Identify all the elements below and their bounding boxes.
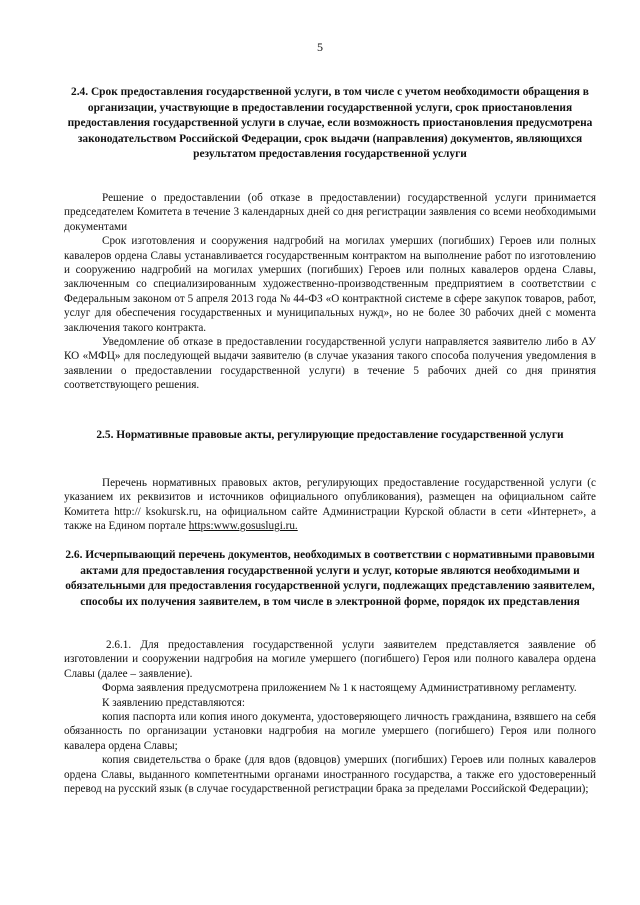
section-2-4-paragraph: Срок изготовления и сооружения надгробий на могилах умерших (погибших) Героев или полных кавалеров ордена Славы устанавливается государственным контрактом на выполнение работ по изготовлению и сооружению надгробий на могилах умерших (погибших) Героев или полных кавалеров ордена Славы, заключенным со специализированным художественно-производственным предприятием в соответствии с Федеральным законом от 5 апреля 2013 года № 44-ФЗ «О контрактной системе в сфере закупок товаров, работ, услуг для обеспечения государственных и муниципальных нужд», но не более 30 рабочих дней с момента заключения такого контракта.	[64, 235, 596, 334]
section-2-5-paragraph	[64, 476, 596, 534]
section-2-5	[64, 428, 596, 444]
section-2-6-paragraph: копия паспорта или копия иного документа, удостоверяющего личность гражданина, взявшего на себя обязанность по организации установки надгробия на могиле умершего (погибшего) Героя или полного кавалера ордена Славы;	[64, 711, 596, 752]
section-2-5-body	[64, 476, 596, 534]
section-2-6-paragraph: копия свидетельства о браке (для вдов (вдовцов) умерших (погибших) Героев или полных кавалеров ордена Славы, выданного компетентными органами иностранного государства, а также его удостоверенный перевод на русский язык (в случае государственной регистрации брака за пределами Российской Федерации);	[64, 754, 596, 796]
section-2-4-heading: 2.4. Срок предоставления государственной услуги, в том числе с учетом необходимости обращения в организации, участвующие в предоставлении государственной услуги, срок приостановления предоставления государственной услуги в случае, если возможность приостановления предусмотрена законодательством Российской Федерации, срок выдачи (направления) документов, являющихся результатом предоставления государственной услуги	[67, 86, 593, 161]
section-2-6-heading: 2.6. Исчерпывающий перечень документов, необходимых в соответствии с нормативными правовыми актами для предоставления государственной услуги и услуг, которые являются необходимыми и обязательными для предоставления государственной услуги, подлежащих представлению заявителем, способы их получения заявителем, в том числе в электронной форме, порядок их представления	[65, 549, 595, 608]
section-2-6	[64, 548, 596, 610]
section-2-4-paragraph: Уведомление об отказе в предоставлении государственной услуги направляется заявителю либо в АУ КО «МФЦ» для последующей выдачи заявителю (в случае указания такого способа получения уведомления в заявлении о предоставлении государственной услуги) в течение 5 рабочих дней со дня принятия соответствующего решения.	[64, 336, 596, 392]
section-2-6-paragraph: 2.6.1. Для предоставления государственной услуги заявителем представляется заявление об изготовлении и сооружении надгробия на могиле умершего (погибшего) Героя или полного кавалера ордена Славы (далее – заявление).	[64, 639, 596, 680]
section-2-6-body	[64, 638, 596, 796]
gosuslugi-portal-link[interactable]: https:www.gosuslugi.ru.	[188, 520, 298, 533]
page-number: 5	[317, 40, 323, 54]
section-2-4-paragraph: Решение о предоставлении (об отказе в предоставлении) государственной услуги принимается председателем Комитета в течение 3 календарных дней со дня регистрации заявления со всеми необходимыми документами	[64, 192, 596, 233]
section-2-6-paragraph: К заявлению представляются:	[102, 696, 245, 709]
section-2-4	[64, 85, 596, 163]
section-2-5-paragraph-text: Перечень нормативных правовых актов, регулирующих предоставление государственной услуги (с указанием их реквизитов и источников официального опубликования), размещен на официальном сайте Комитета http:// ksokursk.ru, на официальном сайте Администрации Курской области в сети «Интернет», а также на Едином портале	[64, 477, 596, 533]
section-2-4-body	[64, 191, 596, 393]
section-2-6-paragraph: Форма заявления предусмотрена приложением № 1 к настоящему Административному регламенту.	[102, 682, 577, 695]
section-2-5-heading: 2.5. Нормативные правовые акты, регулирующие предоставление государственной услуги	[96, 429, 564, 441]
